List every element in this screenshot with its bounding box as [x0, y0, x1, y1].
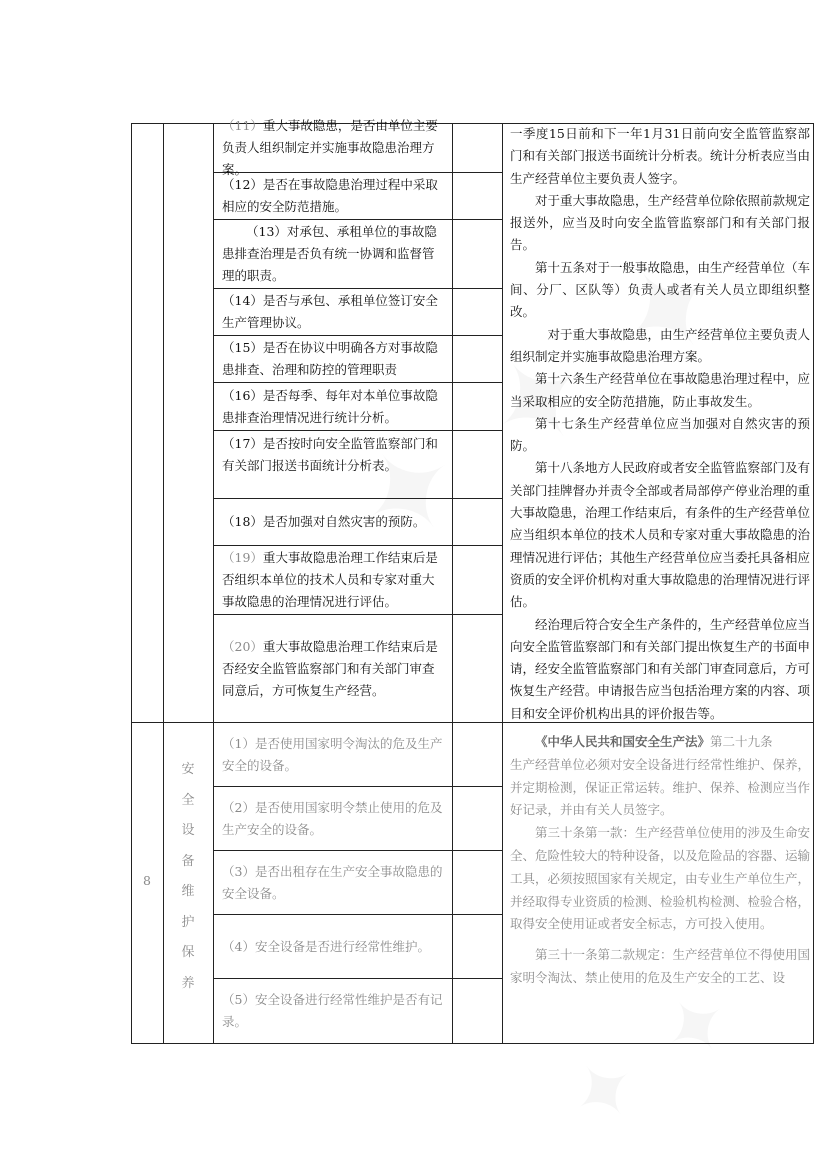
item-number: （11）: [222, 118, 263, 133]
category-char: 维: [181, 884, 195, 899]
regulation-basis-2: [510, 731, 810, 990]
basis-paragraph: 经治理后符合安全生产条件的，生产经营单位应当向安全监管监察部门和有关部门提出恢复生产的书面申请，经安全监管监察部门和有关部门审查同意后，方可恢复生产经营。申请报告应当包括治理方案的内容、项目和安全评价机构出具的评价报告等。: [510, 616, 811, 721]
check-item-15: [214, 336, 452, 382]
check-item-19: [214, 546, 452, 614]
column-divider: [502, 123, 503, 1044]
law-article: 第二十九条: [710, 734, 773, 749]
item-text: 是否加强对自然灾害的预防。: [262, 514, 426, 529]
column-divider: [163, 123, 164, 1044]
item-text: 重大事故隐患治理工作结束后是否组织本单位的技术人员和专家对重大事故隐患的治理情况进行评估。: [222, 550, 438, 609]
item-number: （1）: [222, 735, 255, 751]
category-char: 设: [181, 823, 195, 838]
item-number: （4）: [222, 938, 255, 954]
item-text: 安全设备是否进行经常性维护。: [254, 938, 430, 954]
basis-paragraph: 第三十一条第二款规定：生产经营单位不得使用国家明令淘汰、禁止使用的危及生产安全的工艺、设: [510, 947, 811, 985]
section-category: [178, 755, 198, 999]
basis-paragraph: 一季度15日前和下一年1月31日前向安全监管监察部门和有关部门报送书面统计分析表。统计分析表应当由生产经营单位主要负责人签字。: [510, 126, 811, 186]
item-number: （3）: [222, 863, 255, 879]
item-text: 是否每季、每年对本单位事故隐患排查治理情况进行统计分析。: [222, 387, 438, 425]
item-text: 重大事故隐患，是否由单位主要负责人组织制定并实施事故隐患治理方案。: [222, 118, 438, 177]
equipment-item-5: [214, 979, 452, 1043]
check-item-11: [214, 118, 452, 177]
basis-paragraph: 对于重大事故隐患，生产经营单位除依照前款规定报送外，应当及时向安全监管监察部门和有关部门报告。: [510, 192, 811, 253]
check-item-18: [214, 499, 452, 545]
item-number: （20）: [222, 639, 263, 654]
equipment-item-1: [214, 723, 452, 786]
item-number: （12）: [222, 177, 263, 192]
basis-paragraph: 第十五条对于一般事故隐患，由生产经营单位（车间、分厂、区队等）负责人或者有关人员立即组织整改。: [510, 259, 811, 320]
item-text: 是否出租存在生产安全事故隐患的安全设备。: [222, 863, 443, 901]
item-text: 是否按时向安全监管监察部门和有关部门报送书面统计分析表。: [222, 436, 438, 473]
item-text: 是否使用国家明令淘汰的危及生产安全的设备。: [222, 735, 443, 773]
check-item-16: [214, 383, 452, 430]
category-char: 养: [181, 975, 195, 991]
item-number: （13）: [246, 224, 287, 239]
item-number: （14）: [222, 293, 263, 308]
item-text: 是否与承包、承租单位签订安全生产管理协议。: [222, 293, 438, 330]
item-text: 安全设备进行经常性维护是否有记录。: [222, 992, 443, 1029]
item-text: 是否在协议中明确各方对事故隐患排查、治理和防控的管理职责: [222, 340, 438, 377]
row-divider: [213, 614, 503, 615]
category-char: 全: [181, 792, 195, 808]
item-text: 是否在事故隐患治理过程中采取相应的安全防范措施。: [222, 177, 438, 214]
row-divider: [213, 430, 503, 431]
item-number: （15）: [222, 340, 263, 355]
item-number: （16）: [222, 387, 263, 403]
item-text: 重大事故隐患治理工作结束后是否经安全监管监察部门和有关部门审查同意后，方可恢复生产经营。: [222, 639, 438, 698]
item-number: （5）: [222, 992, 255, 1007]
section-number: 8: [143, 873, 151, 888]
column-divider: [452, 123, 453, 1044]
item-text: 对承包、承租单位的事故隐患排查治理是否负有统一协调和监督管理的职责。: [222, 224, 437, 283]
basis-paragraph: 生产经营单位必须对安全设备进行经常性维护、保养，并定期检测，保证正常运转。维护、保养、检测应当作好记录，并由有关人员签字。: [510, 756, 811, 818]
item-number: （19）: [222, 550, 263, 565]
basis-paragraph: 对于重大事故隐患，由生产经营单位主要负责人组织制定并实施事故隐患治理方案。: [510, 326, 811, 364]
item-number: （17）: [222, 436, 263, 451]
equipment-item-3: [214, 851, 452, 914]
item-text: 是否使用国家明令禁止使用的危及生产安全的设备。: [222, 799, 443, 837]
check-item-12: [214, 173, 452, 219]
category-char: 备: [181, 853, 195, 869]
check-item-17: [214, 433, 452, 498]
check-item-14: [214, 289, 452, 335]
regulation-basis-1: [510, 123, 810, 725]
category-char: 保: [181, 945, 195, 960]
basis-paragraph: 第三十条第一款：生产经营单位使用的涉及生命安全、危险性较大的特种设备，以及危险品的容器、运输工具，必须按照国家有关规定，由专业生产单位生产，并经取得专业资质的检测、检验机构检测、检验合格，取得安全使用证或者安全标志，方可投入使用。: [510, 825, 811, 932]
equipment-item-2: [214, 787, 452, 850]
basis-paragraph: 第十七条生产经营单位应当加强对自然灾害的预防。: [510, 415, 810, 454]
category-char: 安: [181, 762, 195, 777]
item-number: （2）: [222, 799, 255, 815]
basis-paragraph: 第十八条地方人民政府或者安全监管监察部门及有关部门挂牌督办并责令全部或者局部停产停业治理的重大事故隐患，治理工作结束后，有条件的生产经营单位应当组织本单位的技术人员和专家对重大事故隐患的治理情况进行评估；其他生产经营单位应当委托具备相应资质的安全评价机构对重大事故隐患的治理情况进行评估。: [510, 460, 811, 610]
equipment-item-4: [214, 915, 452, 978]
check-item-13: [214, 220, 452, 288]
law-title: 《中华人民共和国安全生产法》: [535, 734, 711, 749]
category-char: 护: [181, 914, 195, 930]
basis-paragraph: 第十六条生产经营单位在事故隐患治理过程中，应当采取相应的安全防范措施，防止事故发生。: [510, 371, 811, 409]
item-number: （18）: [222, 514, 263, 529]
check-item-20: [214, 636, 452, 722]
